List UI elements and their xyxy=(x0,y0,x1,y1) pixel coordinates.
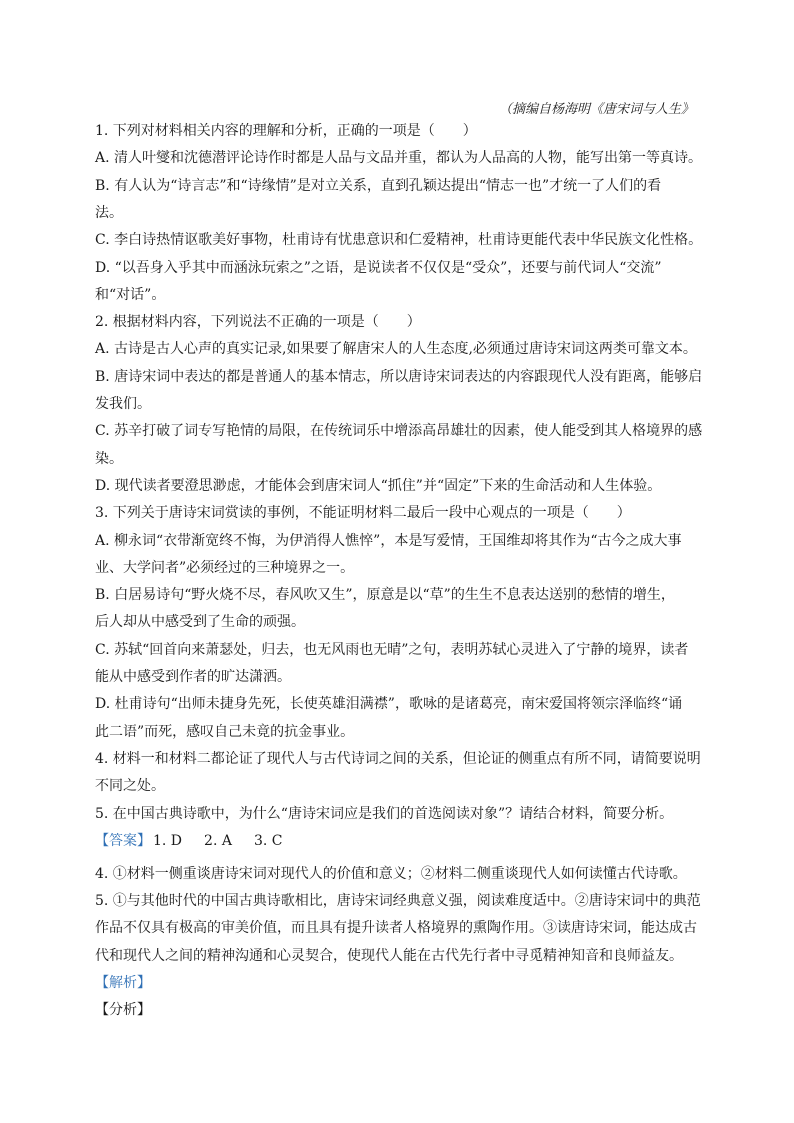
question-3-option-b: B. 白居易诗句“野火烧不尽，春风吹又生”，原意是以“草”的生生不息表达送别的愁情的增生， xyxy=(95,587,675,604)
question-3-stem: 3. 下列关于唐诗宋词赏读的事例，不能证明材料二最后一段中心观点的一项是（ ） xyxy=(95,505,631,522)
answer-row xyxy=(95,832,700,850)
answer-choice-1: 1. D xyxy=(153,832,183,849)
answer-5: 作品不仅具有极高的审美价值，而且具有提升读者人格境界的熏陶作用。③读唐诗宋词，能达成古 xyxy=(95,920,697,937)
question-2-option-b: B. 唐诗宋词中表达的都是普通人的基本情志，所以唐诗宋词表达的内容跟现代人没有距离，能够启 xyxy=(95,368,703,385)
fenxi-heading: 【分析】 xyxy=(95,1002,151,1019)
source-citation: （摘编自杨海明《唐宋词与人生》 xyxy=(498,102,694,117)
question-4-stem: 4. 材料一和材料二都论证了现代人与古代诗词之间的关系，但论证的侧重点有所不同，请简要说明 xyxy=(95,750,701,767)
question-1-option-b: 法。 xyxy=(95,204,123,221)
question-2-option-c: C. 苏辛打破了词专写艳情的局限，在传统词乐中增添高昂雄壮的因素，使人能受到其人格境界的感 xyxy=(95,423,703,440)
question-1-option-b: B. 有人认为“诗言志”和“诗缘情”是对立关系，直到孔颖达提出“情志一也”才统一了人们的看 xyxy=(95,177,662,194)
question-3-option-d: D. 杜甫诗句“出师未捷身先死，长使英雄泪满襟”，歌咏的是诸葛亮，南宋爱国将领宗泽临终“诵 xyxy=(95,696,683,713)
question-3-option-a: A. 柳永词“衣带渐宽终不悔，为伊消得人憔悴”，本是写爱情，王国维却将其作为“古今之成大事 xyxy=(95,532,682,549)
answer-5: 代和现代人之间的精神沟通和心灵契合，使现代人能在古代先行者中寻觅精神知音和良师益友。 xyxy=(95,947,683,964)
question-1-option-d: D. “以吾身入乎其中而涵泳玩索之”之语，是说读者不仅仅是“受众”，还要与前代词人“交流” xyxy=(95,259,662,276)
question-3-option-b: 后人却从中感受到了生命的顽强。 xyxy=(95,614,305,631)
question-1-stem: 1. 下列对材料相关内容的理解和分析，正确的一项是（ ） xyxy=(95,123,477,139)
question-5-stem: 5. 在中国古典诗歌中，为什么“唐诗宋词应是我们的首选阅读对象”？请结合材料，简要分析。 xyxy=(95,805,674,822)
question-2-option-d: D. 现代读者要澄思渺虑，才能体会到唐宋词人“抓住”并“固定”下来的生命活动和人生体验。 xyxy=(95,477,662,494)
question-3-option-a: 业、大学问者”必须经过的三种境界之一。 xyxy=(95,559,355,576)
question-2-stem: 2. 根据材料内容，下列说法不正确的一项是（ ） xyxy=(95,314,421,331)
question-2-option-b: 发我们。 xyxy=(95,396,151,412)
jiexi-heading: 【解析】 xyxy=(95,974,151,991)
question-3-option-c: C. 苏轼“回首向来萧瑟处，归去，也无风雨也无晴”之句，表明苏轼心灵进入了宁静的境界，读者 xyxy=(95,641,689,658)
answer-4: 4. ①材料一侧重谈唐诗宋词对现代人的价值和意义；②材料二侧重谈现代人如何读懂古代诗歌。 xyxy=(95,865,687,882)
question-2-option-c: 染。 xyxy=(95,450,123,467)
question-1-option-c: C. 李白诗热情讴歌美好事物，杜甫诗有忧患意识和仁爱精神，杜甫诗更能代表中华民族文化性格。 xyxy=(95,232,703,249)
answer-5: 5. ①与其他时代的中国古典诗歌相比，唐诗宋词经典意义强，阅读难度适中。②唐诗宋词中的典范 xyxy=(95,892,701,909)
question-1-option-a: A. 清人叶燮和沈德潜评论诗作时都是人品与文品并重，都认为人品高的人物，能写出第一等真诗。 xyxy=(95,150,703,167)
question-2-option-a: A. 古诗是古人心声的真实记录,如果要了解唐宋人的人生态度,必须通过唐诗宋词这两类可靠文本。 xyxy=(95,341,697,358)
answer-choice-3: 3. C xyxy=(253,832,283,849)
question-3-option-c: 能从中感受到作者的旷达潇洒。 xyxy=(95,669,291,685)
question-4-stem: 不同之处。 xyxy=(95,778,165,795)
answer-tag: 【答案】 xyxy=(95,832,151,849)
answer-choice-2: 2. A xyxy=(204,832,232,849)
question-1-option-d: 和“对话”。 xyxy=(95,286,166,303)
question-3-option-d: 此二语”而死，感叹自己未竟的抗金事业。 xyxy=(95,723,355,740)
